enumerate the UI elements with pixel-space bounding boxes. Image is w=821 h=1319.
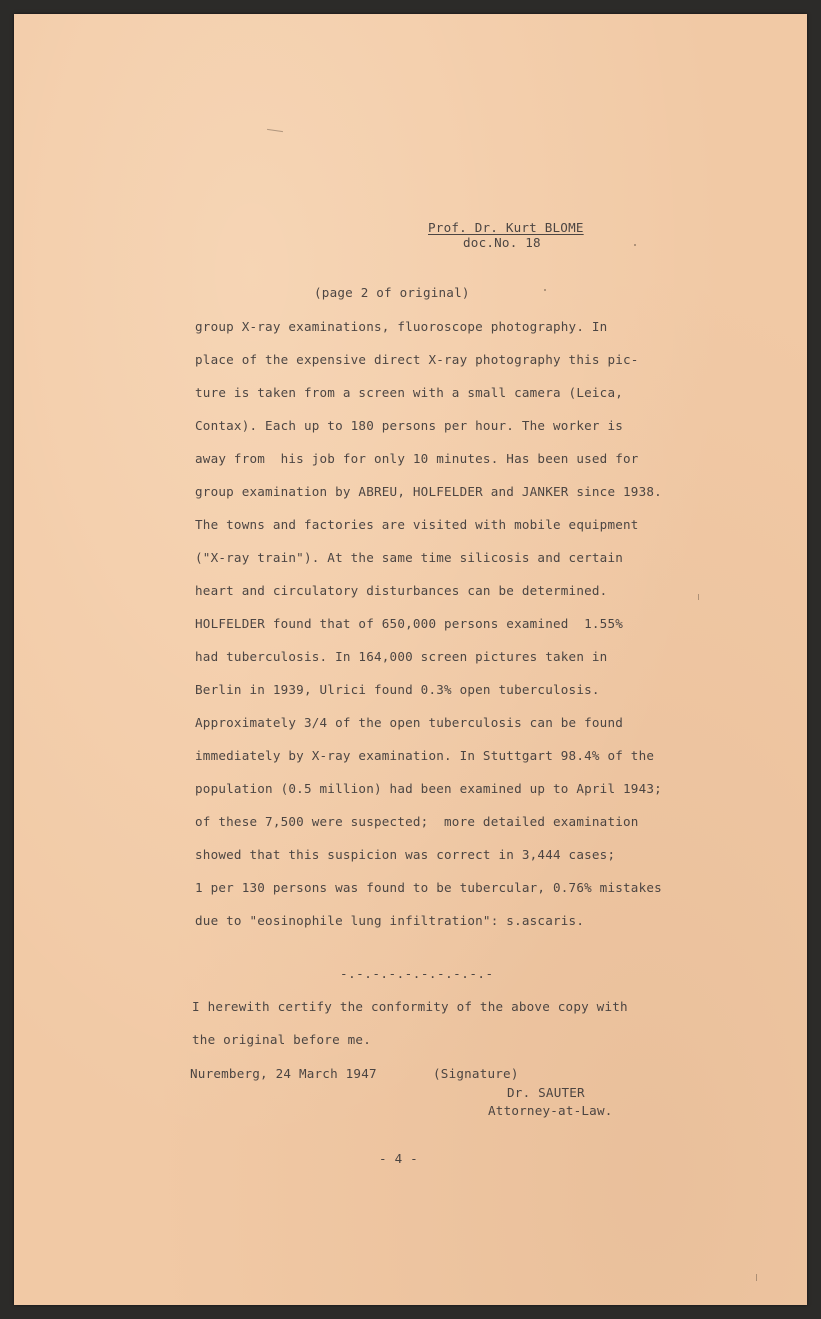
certification-line: the original before me. xyxy=(192,1032,371,1047)
attorney-name: Dr. SAUTER xyxy=(507,1085,585,1100)
body-line: HOLFELDER found that of 650,000 persons examined 1.55% xyxy=(195,616,624,631)
paper-speck xyxy=(756,1274,757,1281)
document-number: doc.No. 18 xyxy=(463,235,541,250)
body-line: away from his job for only 10 minutes. Has been used for xyxy=(195,451,639,466)
certification-line: I herewith certify the conformity of the above copy with xyxy=(192,999,628,1014)
document-page xyxy=(14,14,807,1305)
body-line: Contax). Each up to 180 persons per hour. The worker is xyxy=(195,418,624,433)
attorney-title: Attorney-at-Law. xyxy=(488,1103,613,1118)
body-line: group examination by ABREU, HOLFELDER and JANKER since 1938. xyxy=(195,484,662,499)
body-line: ("X-ray train"). At the same time silicosis and certain xyxy=(195,550,624,565)
section-divider: -.-.-.-.-.-.-.-.-.- xyxy=(340,966,494,981)
body-line: group X-ray examinations, fluoroscope photography. In xyxy=(195,319,608,334)
body-line: place of the expensive direct X-ray photography this pic- xyxy=(195,352,639,367)
place-date: Nuremberg, 24 March 1947 xyxy=(190,1066,377,1081)
body-line: population (0.5 million) had been examined up to April 1943; xyxy=(195,781,662,796)
body-line: of these 7,500 were suspected; more detailed examination xyxy=(195,814,639,829)
body-line: had tuberculosis. In 164,000 screen pictures taken in xyxy=(195,649,608,664)
paper-speck xyxy=(267,129,283,132)
body-line: Approximately 3/4 of the open tuberculosis can be found xyxy=(195,715,624,730)
body-line: Berlin in 1939, Ulrici found 0.3% open tuberculosis. xyxy=(195,682,600,697)
body-line: 1 per 130 persons was found to be tubercular, 0.76% mistakes xyxy=(195,880,662,895)
page-note: (page 2 of original) xyxy=(314,285,470,300)
body-line: heart and circulatory disturbances can be determined. xyxy=(195,583,608,598)
body-line: ture is taken from a screen with a small camera (Leica, xyxy=(195,385,624,400)
body-line: showed that this suspicion was correct in 3,444 cases; xyxy=(195,847,616,862)
page-number: - 4 - xyxy=(379,1151,418,1166)
paper-speck xyxy=(634,244,636,246)
signature-note: (Signature) xyxy=(433,1066,519,1081)
body-line: The towns and factories are visited with mobile equipment xyxy=(195,517,639,532)
author-name: Prof. Dr. Kurt BLOME xyxy=(428,220,584,235)
paper-speck xyxy=(698,594,699,600)
body-line: immediately by X-ray examination. In Stuttgart 98.4% of the xyxy=(195,748,655,763)
body-line: due to "eosinophile lung infiltration": s.ascaris. xyxy=(195,913,585,928)
paper-speck xyxy=(544,289,546,291)
